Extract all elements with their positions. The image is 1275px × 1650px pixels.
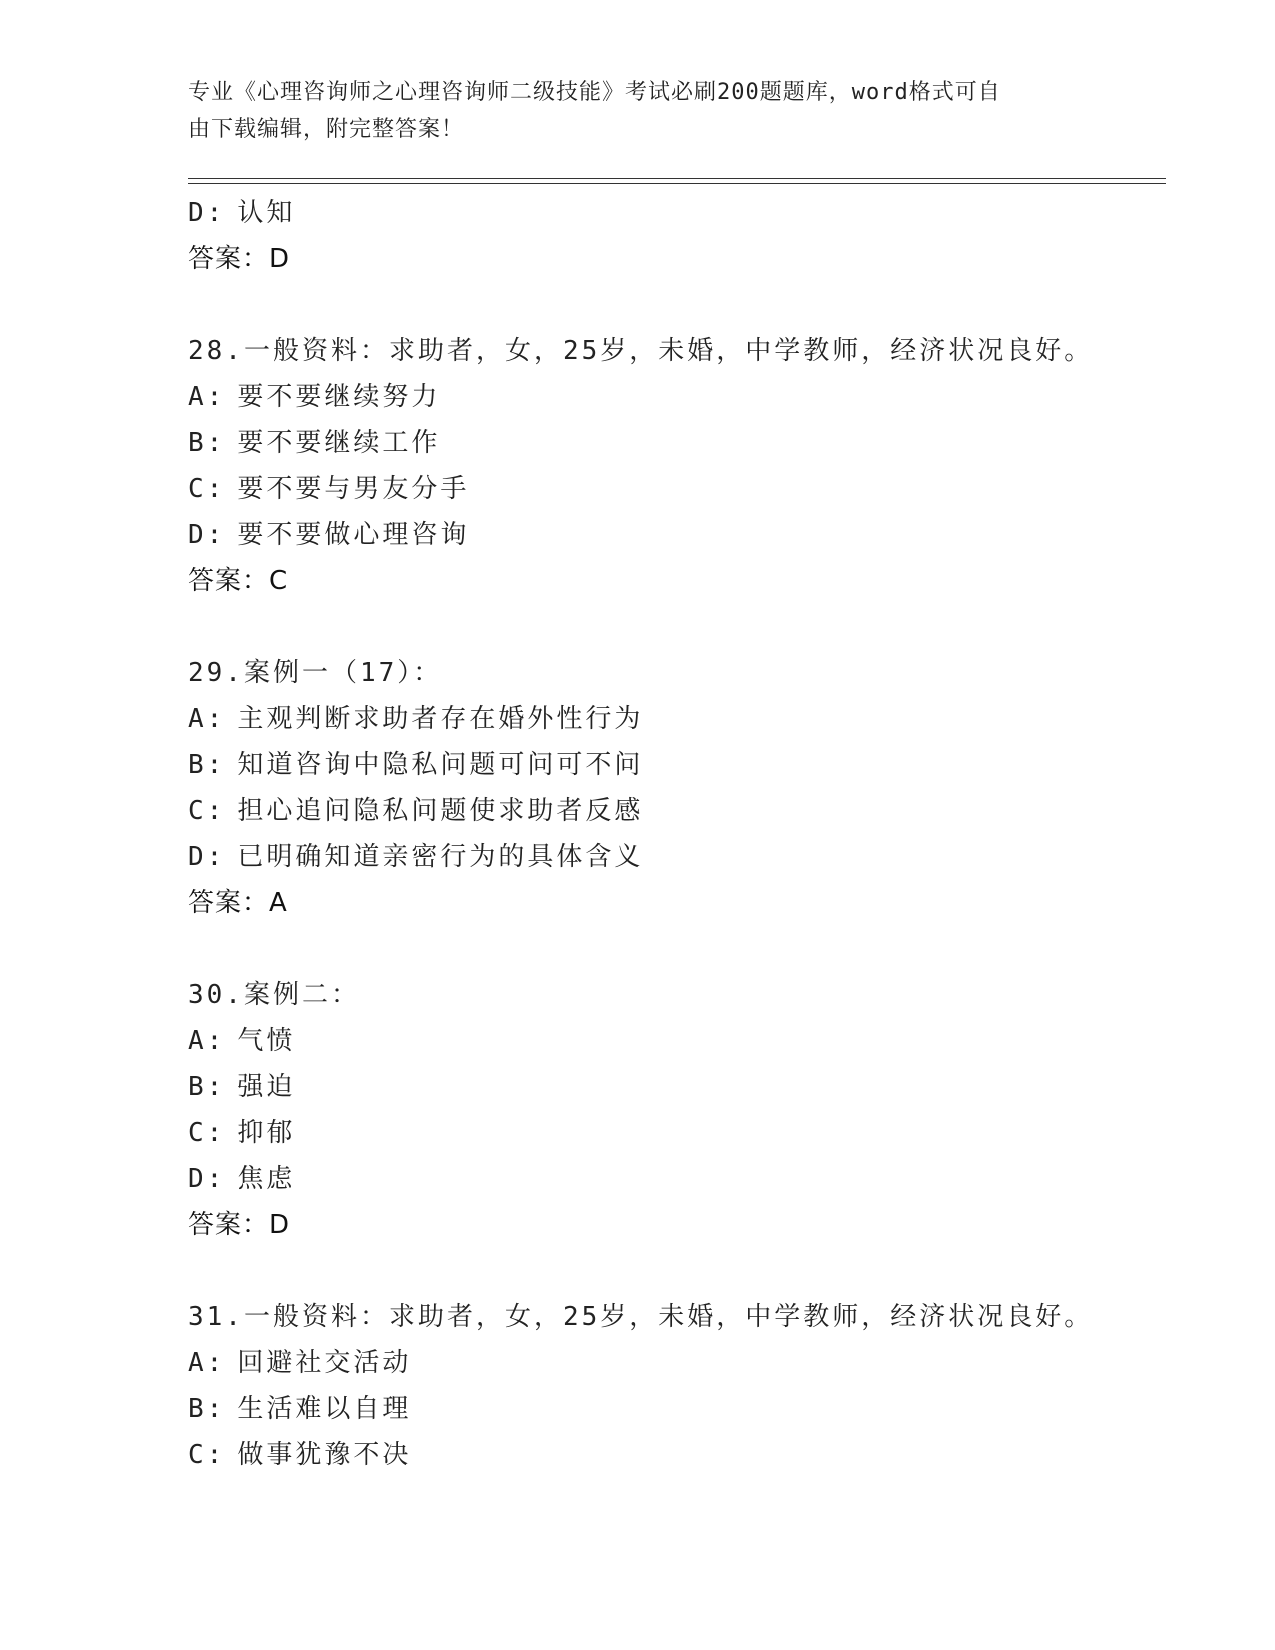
- option-row: [188, 466, 1148, 512]
- option-text: 生活难以自理: [237, 1394, 412, 1424]
- document-header: [188, 74, 1088, 148]
- option-letter: A:: [188, 1348, 226, 1378]
- option-letter: A:: [188, 382, 226, 412]
- option-text: 气愤: [237, 1026, 296, 1056]
- option-row: [188, 1018, 1148, 1064]
- option-row: [188, 1432, 1148, 1478]
- spacer: [188, 282, 1148, 328]
- spacer: [188, 926, 1148, 972]
- option-letter: D:: [188, 198, 226, 228]
- option-letter: B:: [188, 1072, 226, 1102]
- option-letter: A:: [188, 704, 226, 734]
- option-text: 做事犹豫不决: [237, 1440, 412, 1470]
- question-title: 31.一般资料：求助者，女，25岁，未婚，中学教师，经济状况良好。: [188, 1302, 1094, 1332]
- option-letter: C:: [188, 796, 226, 826]
- option-letter: B:: [188, 750, 226, 780]
- question-title: 29.案例一（17）：: [188, 658, 443, 688]
- option-letter: C:: [188, 474, 226, 504]
- option-letter: D:: [188, 1164, 226, 1194]
- header-divider-top: [188, 178, 1166, 179]
- header-line-2: 由下载编辑，附完整答案！: [188, 117, 465, 142]
- option-letter: C:: [188, 1440, 226, 1470]
- option-letter: A:: [188, 1026, 226, 1056]
- option-text: 抑郁: [237, 1118, 296, 1148]
- option-letter: B:: [188, 1394, 226, 1424]
- option-text: 要不要做心理咨询: [237, 520, 470, 550]
- option-row: [188, 788, 1148, 834]
- option-row: [188, 1386, 1148, 1432]
- option-text: 担心追问隐私问题使求助者反感: [237, 796, 644, 826]
- option-text: 要不要继续努力: [237, 382, 441, 412]
- option-row: [188, 1064, 1148, 1110]
- option-row: [188, 742, 1148, 788]
- option-text: 知道咨询中隐私问题可问可不问: [237, 750, 644, 780]
- question-title: 28.一般资料：求助者，女，25岁，未婚，中学教师，经济状况良好。: [188, 336, 1094, 366]
- answer-line: 答案：D: [188, 244, 291, 274]
- answer-line: 答案：A: [188, 888, 288, 918]
- option-text: 认知: [237, 198, 296, 228]
- option-letter: B:: [188, 428, 226, 458]
- option-text: 已明确知道亲密行为的具体含义: [237, 842, 644, 872]
- option-text: 焦虑: [237, 1164, 296, 1194]
- option-letter: C:: [188, 1118, 226, 1148]
- option-letter: D:: [188, 520, 226, 550]
- option-letter: D:: [188, 842, 226, 872]
- spacer: [188, 1248, 1148, 1294]
- option-row: [188, 374, 1148, 420]
- question-list: [188, 190, 1148, 1478]
- option-row: [188, 696, 1148, 742]
- answer-line: 答案：C: [188, 566, 289, 596]
- spacer: [188, 604, 1148, 650]
- option-row: [188, 190, 1148, 236]
- option-text: 主观判断求助者存在婚外性行为: [237, 704, 644, 734]
- option-text: 要不要与男友分手: [237, 474, 470, 504]
- option-row: [188, 834, 1148, 880]
- option-text: 回避社交活动: [237, 1348, 412, 1378]
- question-title: 30.案例二：: [188, 980, 360, 1010]
- option-row: [188, 420, 1148, 466]
- option-text: 要不要继续工作: [237, 428, 441, 458]
- header-line-1: 专业《心理咨询师之心理咨询师二级技能》考试必刷200题题库，word格式可自: [188, 80, 1001, 105]
- header-divider-bottom: [188, 183, 1166, 184]
- option-row: [188, 512, 1148, 558]
- option-row: [188, 1156, 1148, 1202]
- option-row: [188, 1340, 1148, 1386]
- answer-line: 答案：D: [188, 1210, 291, 1240]
- option-text: 强迫: [237, 1072, 296, 1102]
- option-row: [188, 1110, 1148, 1156]
